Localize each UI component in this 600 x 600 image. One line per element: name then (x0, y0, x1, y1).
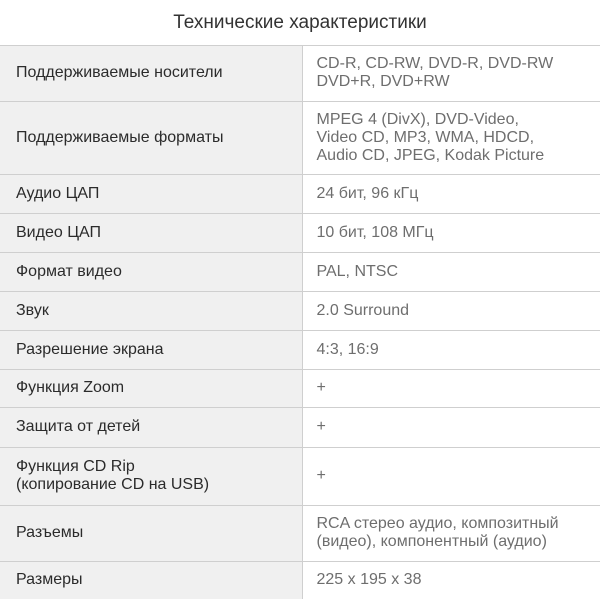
row-label: Формат видео (0, 252, 302, 291)
table-row (0, 330, 600, 369)
row-value: PAL, NTSC (302, 252, 600, 291)
row-label: Функция CD Rip (копирование CD на USB) (0, 447, 302, 505)
row-label: Поддерживаемые форматы (0, 101, 302, 174)
table-row (0, 101, 600, 174)
row-label: Размеры (0, 561, 302, 599)
table-row (0, 174, 600, 213)
table-row (0, 213, 600, 252)
row-value: 24 бит, 96 кГц (302, 174, 600, 213)
row-label: Аудио ЦАП (0, 174, 302, 213)
row-label: Функция Zoom (0, 369, 302, 407)
table-row (0, 252, 600, 291)
row-value: + (302, 369, 600, 407)
table-row (0, 291, 600, 330)
row-value: 10 бит, 108 МГц (302, 213, 600, 252)
table-row (0, 46, 600, 101)
row-label: Разъемы (0, 505, 302, 561)
row-value: 2.0 Surround (302, 291, 600, 330)
row-value: + (302, 407, 600, 447)
row-value: CD-R, CD-RW, DVD-R, DVD-RW DVD+R, DVD+RW (302, 46, 600, 101)
row-label: Видео ЦАП (0, 213, 302, 252)
table-row (0, 561, 600, 599)
table-row (0, 505, 600, 561)
row-label: Защита от детей (0, 407, 302, 447)
row-value: 225 x 195 x 38 (302, 561, 600, 599)
table-row (0, 447, 600, 505)
table-row (0, 369, 600, 407)
row-label: Поддерживаемые носители (0, 46, 302, 101)
row-value: RCA стерео аудио, композитный (видео), компонентный (аудио) (302, 505, 600, 561)
table-row (0, 407, 600, 447)
row-value: MPEG 4 (DivX), DVD-Video, Video CD, MP3, WMA, HDCD, Audio CD, JPEG, Kodak Picture (302, 101, 600, 174)
specs-table (0, 46, 600, 599)
row-value: 4:3, 16:9 (302, 330, 600, 369)
row-label: Звук (0, 291, 302, 330)
row-value: + (302, 447, 600, 505)
page-title: Технические характеристики (0, 0, 600, 46)
row-label: Разрешение экрана (0, 330, 302, 369)
